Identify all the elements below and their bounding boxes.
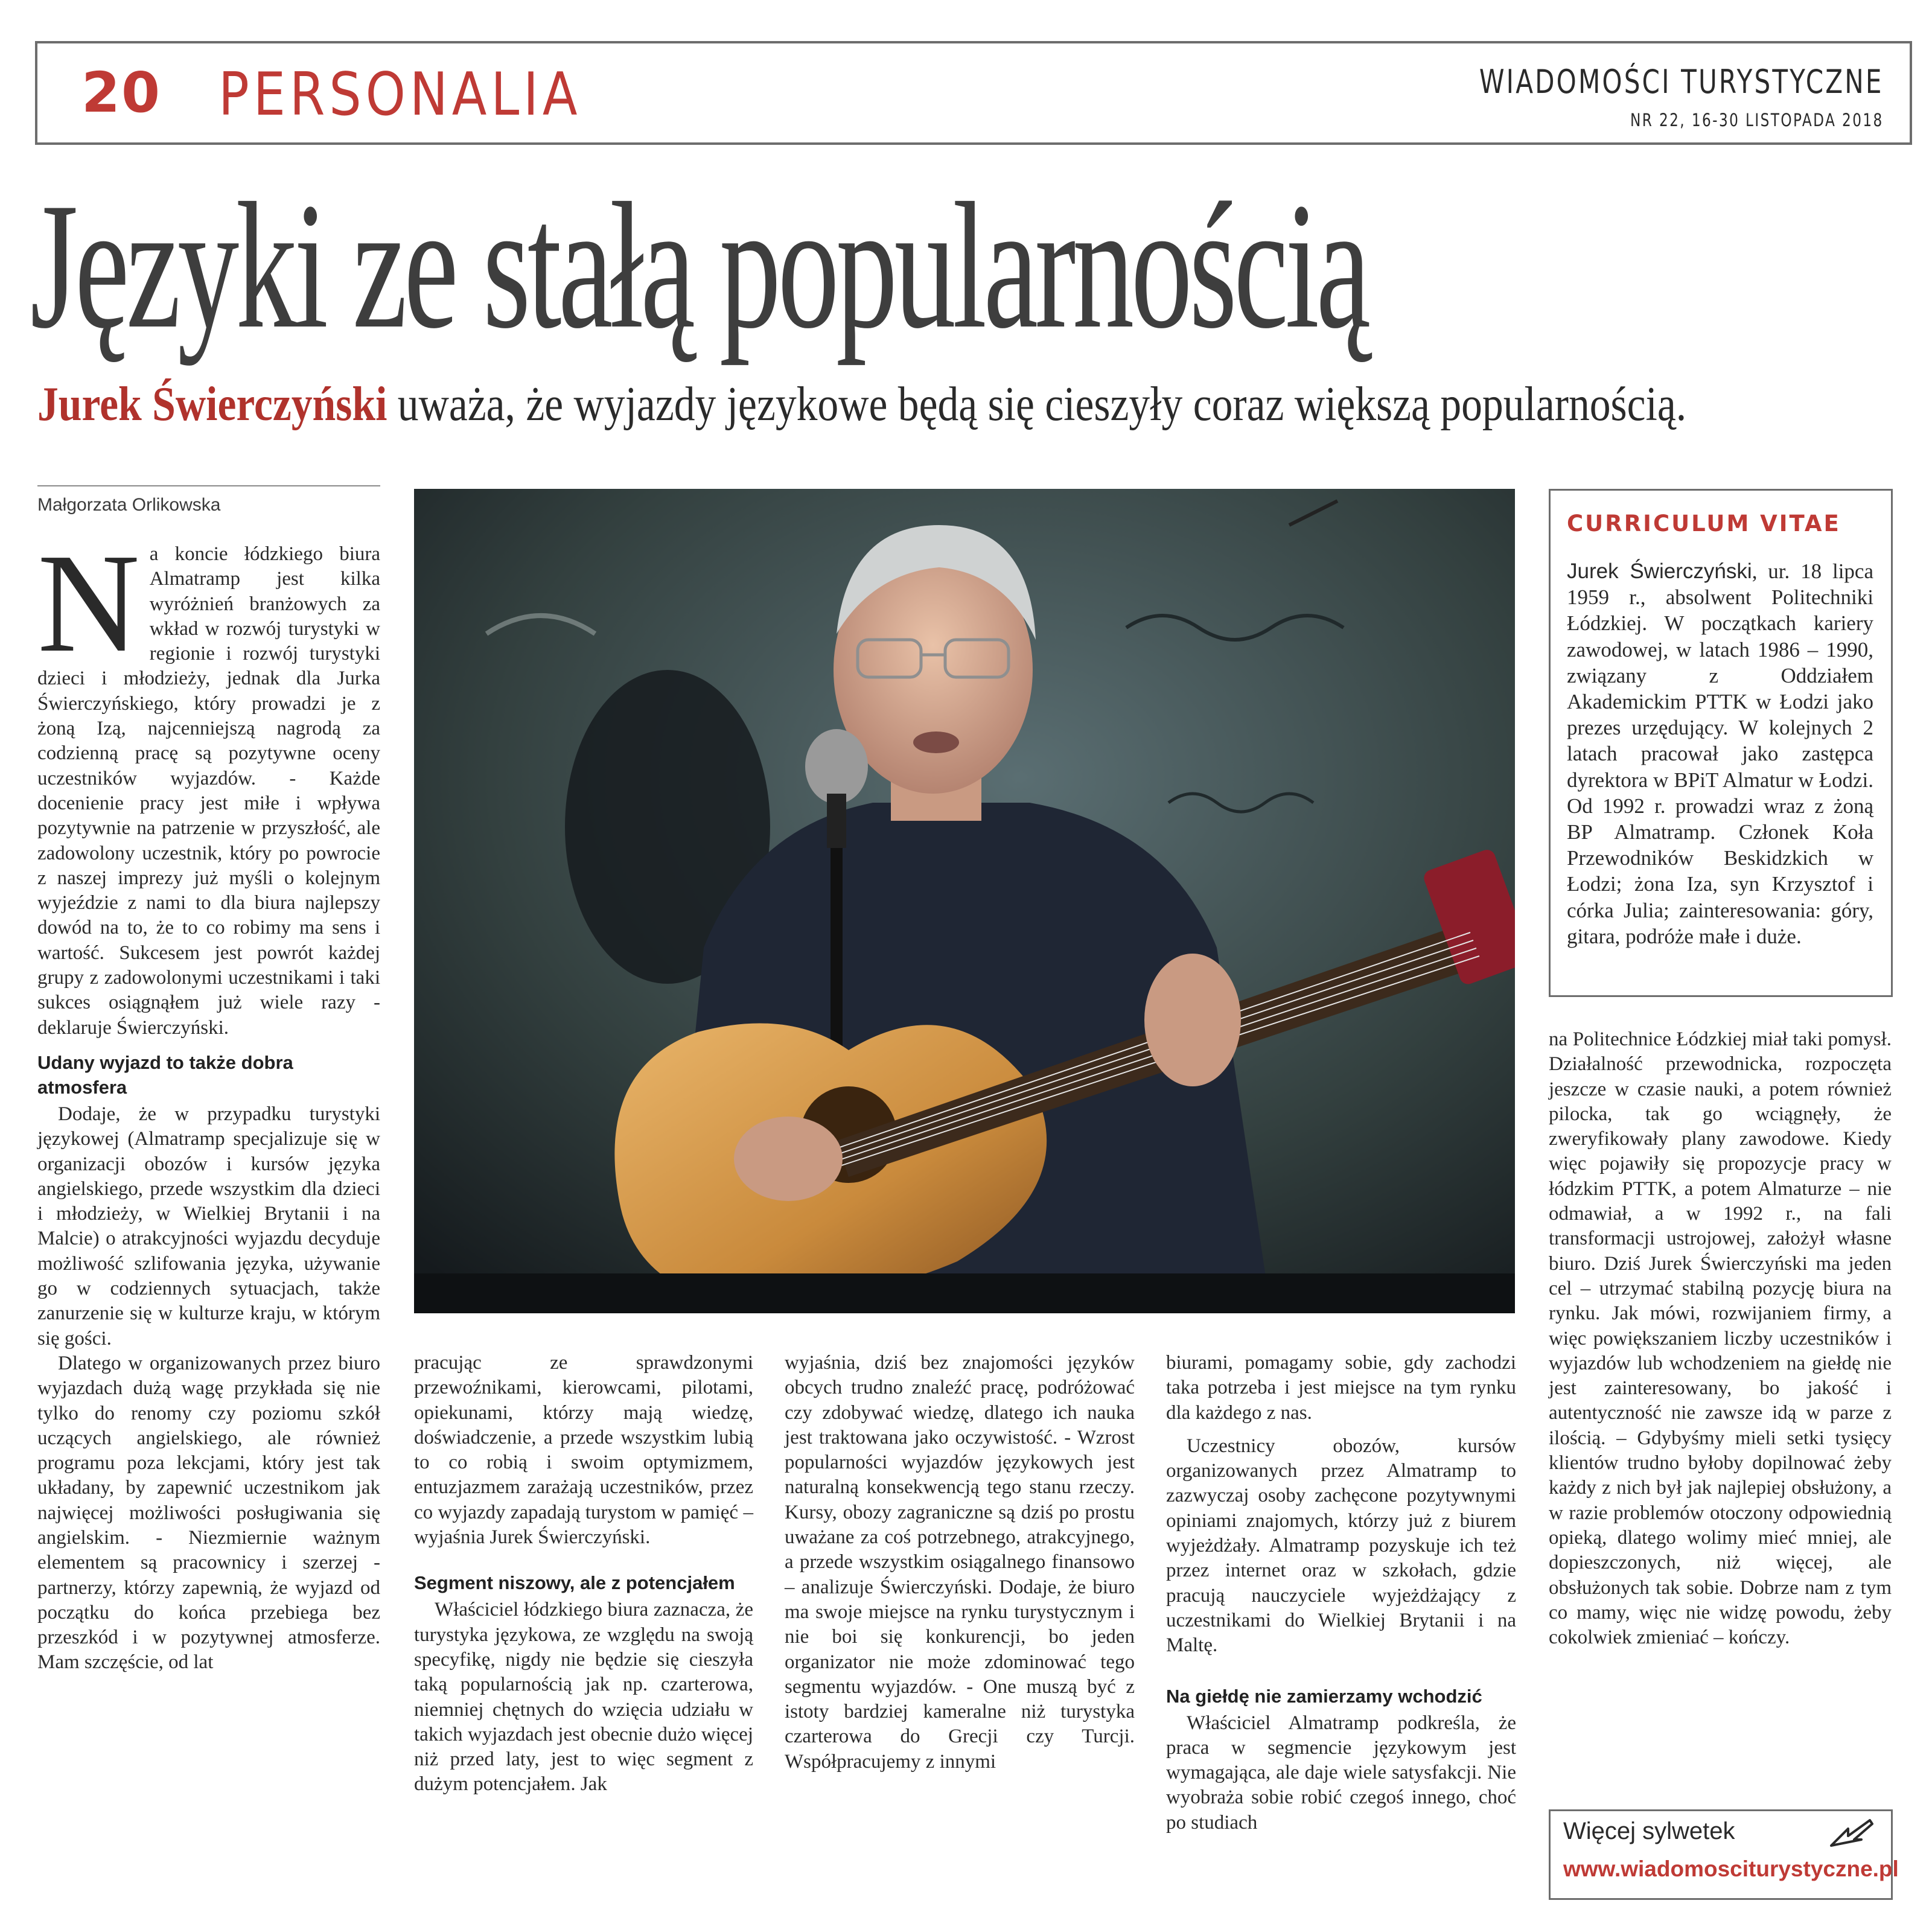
cv-text bbox=[1567, 558, 1873, 949]
cv-title: CURRICULUM VITAE bbox=[1567, 511, 1841, 537]
drop-cap: N bbox=[37, 524, 140, 681]
lead-person-name: Jurek Świerczyński bbox=[37, 378, 387, 431]
article-column-2 bbox=[414, 1351, 753, 1797]
cv-name: Jurek Świerczyński bbox=[1567, 559, 1752, 583]
byline-rule bbox=[37, 485, 380, 486]
paragraph: wyjaśnia, dziś bez znajomości języków obcych trudno znaleźć pracę, podróżować czy zdobywać wiedzę, dlatego ich nauka jest traktowana jako oczywistość. - Wzrost popularności wyjazdów językowych jest naturalną konsekwencją tego stanu rzeczy. Kursy, obozy zagraniczne są dziś po prostu uważane za coś potrzebnego, atrakcyjnego, a przede wszystkim osiągalnego finansowo – analizuje Świerczyński. Dodaje, że biuro ma swoje miejsce na rynku turystycznym i nie boi się konkurencji, bo jeden organizator nie może zdominować tego segmentu wyjazdów. - One muszą być z istoty bardziej kameralne niż turystyka czarterowa do Grecji czy Turcji. Współpracujemy z innymi bbox=[785, 1352, 1135, 1773]
paragraph: Dlatego w organizowanych przez biuro wyjazdach dużą wagę przykłada się nie tylko do renomy czy poziomu szkół uczących angielskiego, ale również programu poza lekcjami, który jest tak układany, by zapewnić uczestnikom jak najwięcej możliwości posługiwania się angielskim. - Niezmiernie ważnym elementem są pracownicy i szerzej - partnerzy, którzy zapewnią, że wyjazd od początku do końca przebiega bez przeszkód i w pozytywnej atmosferze. Mam szczęście, od lat bbox=[37, 1352, 380, 1674]
pointer-hand-icon bbox=[1828, 1815, 1876, 1852]
promo-label: Więcej sylwetek bbox=[1563, 1818, 1735, 1844]
promo-link[interactable]: www.wiadomosciturystyczne.pl bbox=[1563, 1856, 1899, 1881]
article-column-1 bbox=[37, 524, 380, 1675]
paragraph: Dodaje, że w przypadku turystyki językowej (Almatramp specjalizuje się w organizacji obozów i kursów języka angielskiego, przede wszystkim dla dzieci i młodzieży, w Wielkiej Brytanii i na Malcie) o atrakcyjności wyjazdu decyduje możliwość szlifowania języka, używanie go w codziennych sytuacjach, także zanurzenie się w kulturze kraju, w którym się gości. bbox=[37, 1103, 380, 1349]
article-column-3 bbox=[785, 1351, 1135, 1774]
paragraph: biurami, pomagamy sobie, gdy zachodzi taka potrzeba i jest miejsce na tym rynku dla każdego z nas. bbox=[1166, 1352, 1516, 1424]
paragraph: na Politechnice Łódzkiej miał taki pomysł. Działalność przewodnicka, rozpoczęta jeszcze w czasie nauki, a potem również pilocka, tak go wciągnęły, że zweryfikowały plany zawodowe. Kiedy więc pojawiły się propozycje pracy w łódzkim PTTK, a potem Almaturze – nie odmawiał, a w 1992 r., na fali transformacji ustrojowej, założył własne biuro. Dziś Jurek Świerczyński ma jeden cel – utrzymać stabilną pozycję biura na rynku. Jak mówi, rozwijaniem firmy, a więc powiększaniem liczby uczestników i wyjazdów lub wchodzeniem na giełdę nie jest zainteresowany, bo jakość i autentyczność nie zawsze idą w parze z ilością. – Gdybyśmy mieli setki tysięcy klientów trudno byłoby dopilnować żeby każdy z nich był jak najlepiej obsłużony, a w razie problemów otoczony odpowiednią opieką, dlatego wolimy mieć mniej, ale dopieszczonych, niż więcej, ale obsłużonych tak sobie. Dobrze nam z tym co mamy, więc nie widzę powodu, żeby cokolwiek zmieniać – kończy. bbox=[1549, 1028, 1892, 1649]
article-column-4 bbox=[1166, 1351, 1516, 1835]
photo-guitarist-singing bbox=[414, 489, 1515, 1313]
headline: Języki ze stałą popularnością bbox=[30, 165, 1368, 366]
paragraph: Uczestnicy obozów, kursów organizowanych przez Almatramp to zazwyczaj osoby zachęcone pozytywnymi opiniami znajomych, którzy już z biurem wyjeżdżały. Almatramp pozyskuje ich też przez internet oraz w szkołach, gdzie pracują nauczyciele wyjeżdżający z uczestnikami do Wielkiej Brytanii i na Maltę. bbox=[1166, 1435, 1516, 1657]
lead-text: uważa, że wyjazdy językowe będą się cieszyły coraz większą popularnością. bbox=[387, 378, 1687, 431]
article-photo bbox=[414, 489, 1515, 1313]
page-number: 20 bbox=[81, 60, 162, 125]
cv-details: , ur. 18 lipca 1959 r., absolwent Politechniki Łódzkiej. W początkach kariery zawodowej, w latach 1986 – 1990, związany z Oddziałem Akademickim PTTK w Łodzi jako prezes urzędujący. W kolejnych 2 latach pracował jako zastępca dyrektora w BPiT Almatur w Łodzi. Od 1992 r. prowadzi wraz z żoną BP Almatramp. Członek Koła Przewodników Beskidzkich w Łodzi; żona Iza, syn Krzysztof i córka Julia; zainteresowania: góry, gitara, podróże małe i duże. bbox=[1567, 559, 1873, 948]
article-column-5 bbox=[1549, 1027, 1892, 1650]
subheading: Segment niszowy, ale z potencjałem bbox=[414, 1572, 735, 1594]
paragraph: a koncie łódzkiego biura Almatramp jest kilka wyróżnień branżowych za wkład w rozwój turystyki w regionie i rozwój turystyki dzieci i młodzieży, jednak dla Jurka Świerczyńskiego, który prowadzi je z żoną Izą, najcenniejszą nagrodą za codzienną pracę są pozytywne oceny uczestników wyjazdów. - Każde docenienie pracy jest miłe i wpływa pozytywnie na patrzenie w przyszłość, ale zadowolony uczestnik, który po powrocie z naszej imprezy już myśli o kolejnym wyjeździe z nami to dla biura najlepszy dowód na to, że to co robimy ma sens i wartość. Sukcesem jest powrót każdej grupy z zadowolonymi uczestnikami i taki sukces osiągnąłem już wiele razy - deklaruje Świerczyński. bbox=[37, 543, 380, 1039]
subheading: Udany wyjazd to także dobra atmosfera bbox=[37, 1051, 293, 1098]
section-name: PERSONALIA bbox=[218, 60, 582, 129]
publication-name: WIADOMOŚCI TURYSTYCZNE bbox=[1479, 63, 1884, 101]
byline: Małgorzata Orlikowska bbox=[37, 495, 221, 515]
issue-info: NR 22, 16-30 LISTOPADA 2018 bbox=[1630, 110, 1884, 130]
subheading: Na giełdę nie zamierzamy wchodzić bbox=[1166, 1685, 1482, 1707]
paragraph: Właściciel łódzkiego biura zaznacza, że turystyka językowa, ze względu na swoją specyfikę, nigdy nie będzie się cieszyła taką popularnością jak np. czarterowa, niemniej chętnych do wzięcia udziału w takich wyjazdach jest obecnie dużo więcej niż przed laty, jest to więc segment z dużym potencjałem. Jak bbox=[414, 1599, 753, 1796]
paragraph: Właściciel Almatramp podkreśla, że praca w segmencie językowym jest wymagająca, ale daje wiele satysfakcji. Nie wyobraża sobie robić czegoś innego, choć po studiach bbox=[1166, 1712, 1516, 1834]
paragraph: pracując ze sprawdzonymi przewoźnikami, kierowcami, pilotami, opiekunami, którzy mają wiedzę, doświadczenie, a przede wszystkim lubią to co robią i swoim optymizmem, entuzjazmem zarażają uczestników, przez co wyjazdy zapadają turystom w pamięć – wyjaśnia Jurek Świerczyński. bbox=[414, 1352, 753, 1549]
lead bbox=[37, 377, 1686, 432]
